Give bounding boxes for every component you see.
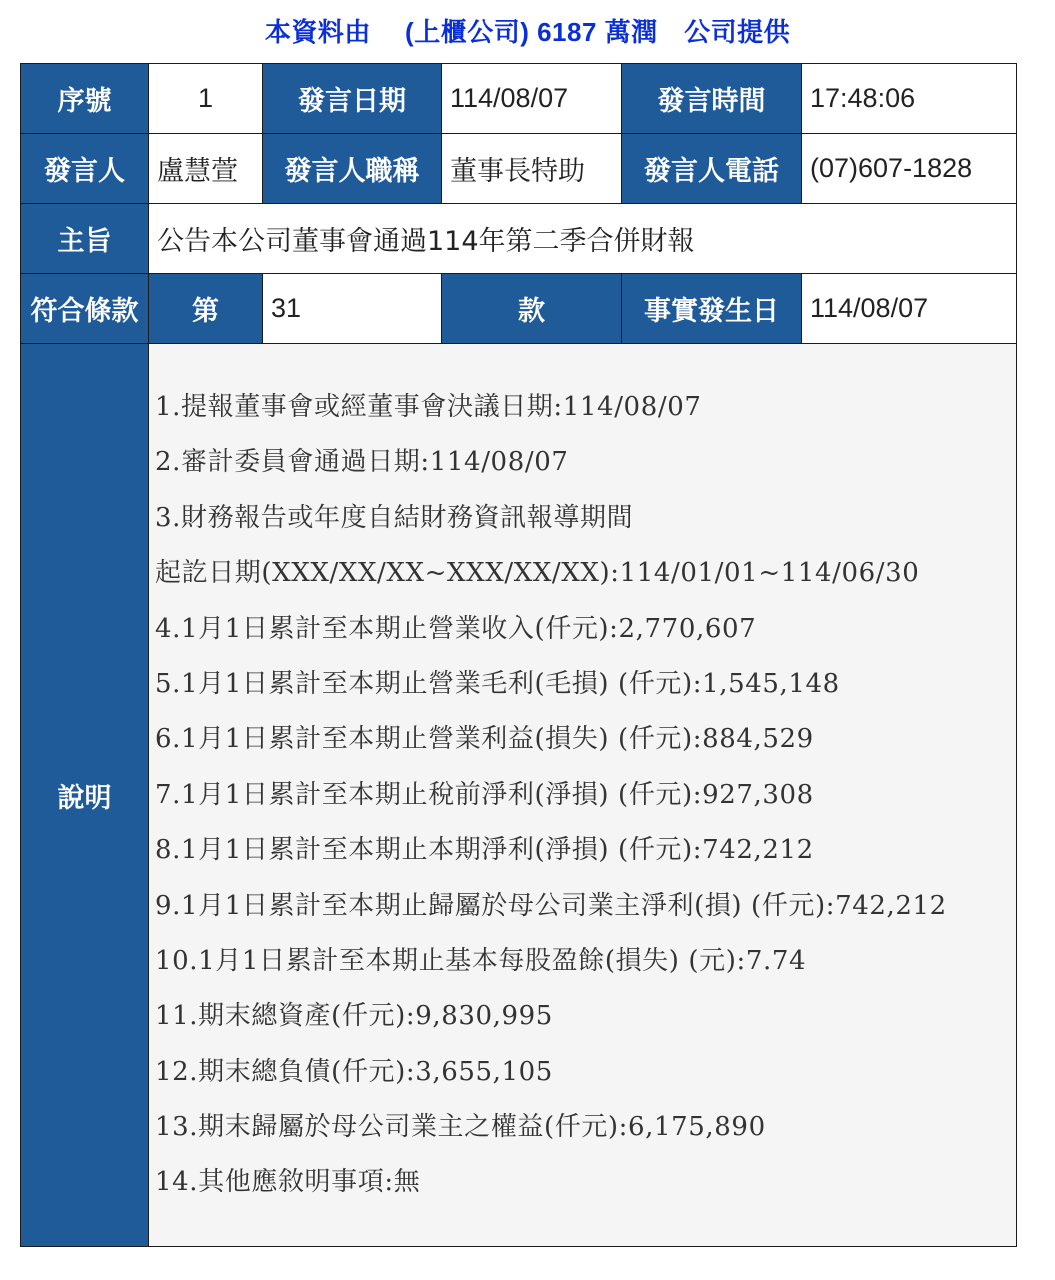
description-line: 5.1月1日累計至本期止營業毛利(毛損) (仟元):1,545,148 [155,668,840,699]
table-row-description [21,344,1017,1247]
date-label: 發言日期 [263,64,442,134]
table-row-speaker [21,134,1017,204]
announcement-table [20,63,1017,1247]
speaker-value: 盧慧萱 [149,134,263,204]
speaker-title-value: 董事長特助 [442,134,622,204]
subject-value: 公告本公司董事會通過114年第二季合併財報 [149,204,1017,274]
phone-value: (07)607-1828 [802,134,1017,204]
description-line: 13.期末歸屬於母公司業主之權益(仟元):6,175,890 [155,1112,766,1143]
description-line: 2.審計委員會通過日期:114/08/07 [155,447,569,478]
description-line: 12.期末總負債(仟元):3,655,105 [155,1056,553,1087]
description-label: 說明 [21,344,149,1247]
time-value: 17:48:06 [802,64,1017,134]
table-row-subject [21,204,1017,274]
speaker-title-label: 發言人職稱 [263,134,442,204]
description-body [149,344,1017,1247]
description-line: 3.財務報告或年度自結財務資訊報導期間 [155,502,634,533]
description-line: 8.1月1日累計至本期止本期淨利(淨損) (仟元):742,212 [155,835,814,866]
description-line: 6.1月1日累計至本期止營業利益(損失) (仟元):884,529 [155,724,814,755]
event-date-label: 事實發生日 [622,274,802,344]
description-line: 9.1月1日累計至本期止歸屬於母公司業主淨利(損) (仟元):742,212 [155,890,947,921]
clause-prefix: 第 [149,274,263,344]
speaker-label: 發言人 [21,134,149,204]
table-row-clause [21,274,1017,344]
table-row-seq [21,64,1017,134]
clause-suffix: 款 [442,274,622,344]
description-line: 11.期末總資產(仟元):9,830,995 [155,1001,553,1032]
time-label: 發言時間 [622,64,802,134]
clause-number: 31 [263,274,442,344]
description-line: 4.1月1日累計至本期止營業收入(仟元):2,770,607 [155,613,757,644]
seq-label: 序號 [21,64,149,134]
page-title: 本資料由 (上櫃公司) 6187 萬潤 公司提供 [264,17,791,47]
event-date-value: 114/08/07 [802,274,1017,344]
description-line: 7.1月1日累計至本期止稅前淨利(淨損) (仟元):927,308 [155,779,814,810]
clause-label: 符合條款 [21,274,149,344]
date-value: 114/08/07 [442,64,622,134]
description-line: 10.1月1日累計至本期止基本每股盈餘(損失) (元):7.74 [155,945,807,976]
subject-label: 主旨 [21,204,149,274]
description-line: 1.提報董事會或經董事會決議日期:114/08/07 [155,392,702,422]
seq-value: 1 [149,64,263,134]
description-line: 14.其他應敘明事項:無 [155,1167,421,1198]
phone-label: 發言人電話 [622,134,802,204]
description-line: 起訖日期(XXX/XX/XX~XXX/XX/XX):114/01/01~114/06/30 [155,558,920,589]
